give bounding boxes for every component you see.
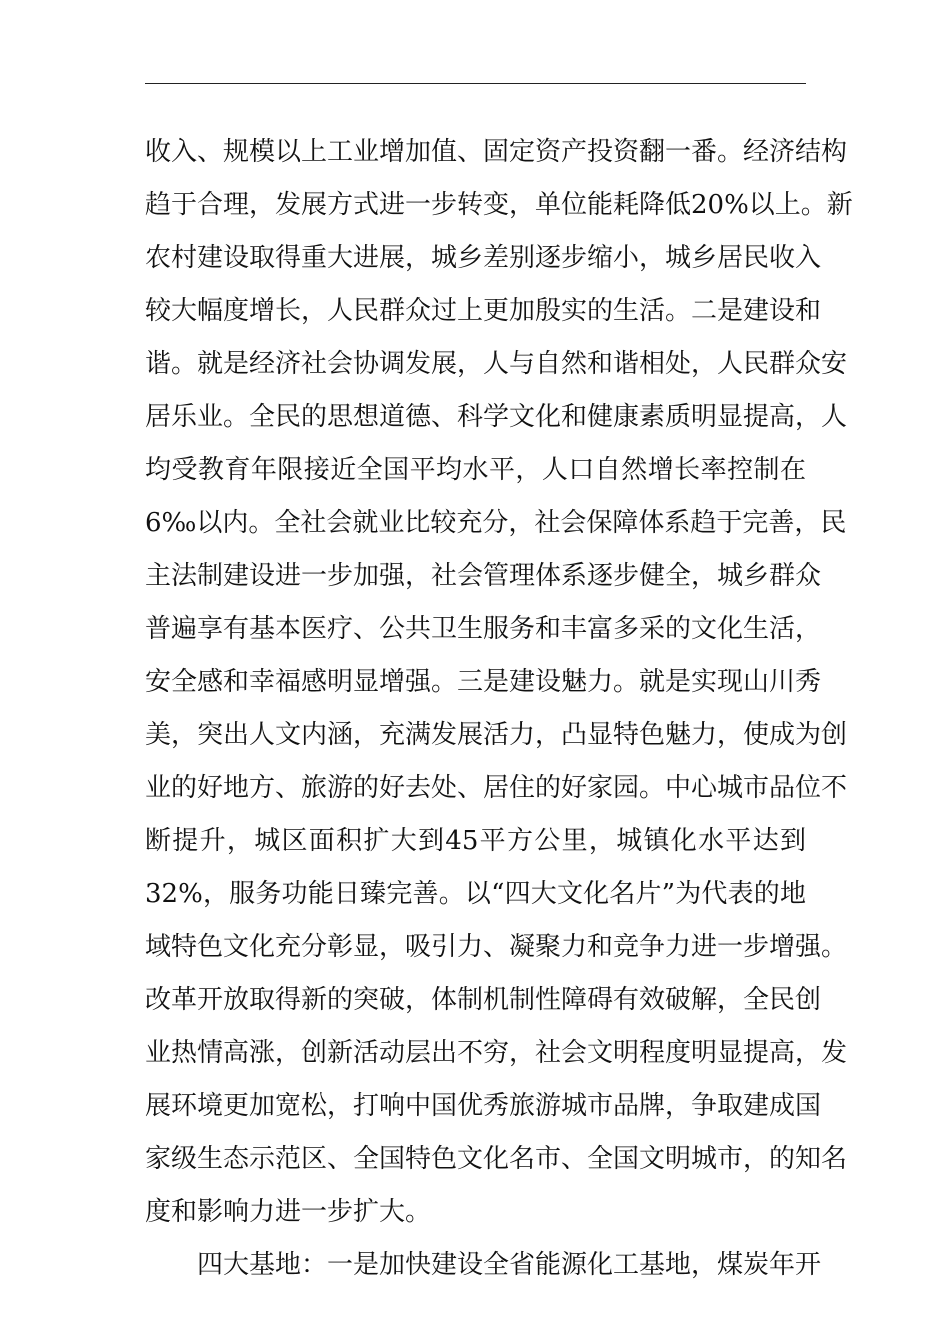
text-line: 业热情高涨，创新活动层出不穷，社会文明程度明显提高，发 [145,1038,848,1068]
text-line: 安全感和幸福感明显增强。三是建设魅力。就是实现山川秀 [145,667,822,697]
text-line: 主法制建设进一步加强，社会管理体系逐步健全，城乡群众 [145,561,822,591]
text-line: 度和影响力进一步扩大。 [145,1197,432,1227]
text-line: 展环境更加宽松，打响中国优秀旅游城市品牌，争取建成国 [145,1091,822,1121]
text-line: 普遍享有基本医疗、公共卫生服务和丰富多采的文化生活， [145,614,822,644]
text-line: 32%，服务功能日臻完善。以“四大文化名片”为代表的地 [145,879,806,909]
text-line: 断提升，城区面积扩大到45平方公里，城镇化水平达到 [145,826,806,856]
text-line: 较大幅度增长，人民群众过上更加殷实的生活。二是建设和 [145,296,822,326]
text-line: 美，突出人文内涵，充满发展活力，凸显特色魅力，使成为创 [145,720,848,750]
text-line: 域特色文化充分彰显，吸引力、凝聚力和竞争力进一步增强。 [145,932,848,962]
document-body [145,126,853,1292]
text-line: 改革开放取得新的突破，体制机制性障碍有效破解，全民创 [145,985,822,1015]
text-line: 四大基地：一是加快建设全省能源化工基地，煤炭年开 [197,1250,822,1280]
text-line: 家级生态示范区、全国特色文化名市、全国文明城市，的知名 [145,1144,848,1174]
header-rule [145,83,806,84]
text-line: 居乐业。全民的思想道德、科学文化和健康素质明显提高，人 [145,402,848,432]
text-line: 农村建设取得重大进展，城乡差别逐步缩小，城乡居民收入 [145,243,822,273]
text-line: 6‰以内。全社会就业比较充分，社会保障体系趋于完善，民 [145,508,847,538]
text-line: 收入、规模以上工业增加值、固定资产投资翻一番。经济结构 [145,137,848,167]
paragraph [145,1239,822,1292]
text-line: 业的好地方、旅游的好去处、居住的好家园。中心城市品位不 [145,773,848,803]
text-line: 均受教育年限接近全国平均水平，人口自然增长率控制在 [145,455,806,485]
text-line: 趋于合理，发展方式进一步转变，单位能耗降低20%以上。新 [145,190,853,220]
paragraph [145,126,853,1239]
text-line: 谐。就是经济社会协调发展，人与自然和谐相处，人民群众安 [145,349,848,379]
